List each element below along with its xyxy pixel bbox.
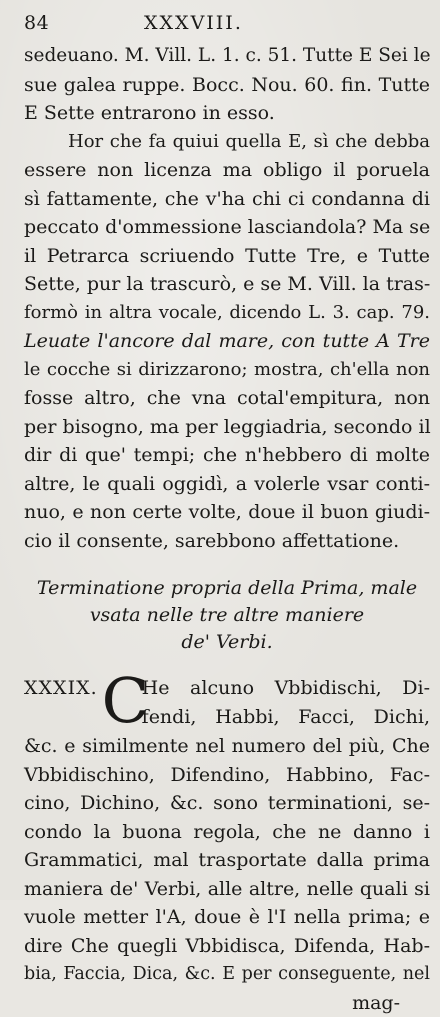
text-line: le cocche si dirizzarono; mostra, ch'ella non [24, 358, 430, 380]
section-label [24, 674, 98, 732]
text-line: vuole metter l'A, doue è l'I nella prima; e [24, 906, 430, 928]
page-header [24, 12, 430, 42]
text-line: condo la buona regola, che ne danno i [24, 820, 430, 843]
text-line: Vbbidischino, Difendino, Habbino, Fac- [24, 763, 430, 786]
text-line: Sette, pur la trascurò, e se M. Vill. la tras- [24, 273, 431, 295]
text-line: Leuate l'ancore dal mare, con tutte A Tre [24, 330, 430, 352]
text-line: sedeuano. M. Vill. L. 1. c. 51. Tutte E Sei le [24, 45, 431, 66]
text-line: peccato d'ommessione lasciandola? Ma se [24, 216, 431, 238]
section-opening-text [142, 674, 430, 731]
text-line: fosse altro, che vna cotal'empitura, non [24, 387, 430, 409]
page-number: 84 [24, 12, 50, 34]
text-line: nuo, e non certe volte, doue il buon giudi- [24, 501, 430, 523]
text-line: E Sette entrarono in esso. [24, 102, 275, 124]
body-paragraph [24, 42, 430, 555]
section-body [24, 664, 430, 1017]
text-line: il Petrarca scriuendo Tutte Tre, e Tutte [24, 244, 430, 267]
text-line: fendi, Habbi, Facci, Dichi, [141, 705, 430, 728]
section-title-line: de' Verbi. [181, 631, 273, 653]
text-line: maniera de' Verbi, alle altre, nelle quali si [24, 877, 430, 900]
text-line: bia, Faccia, Dica, &c. E per conseguente, nel [24, 964, 430, 984]
text-line: Hor che fa quiui quella E, sì che debba [68, 130, 430, 152]
section-title-line: vsata nelle tre altre maniere [89, 604, 365, 626]
section-opening [24, 664, 430, 737]
text-line: essere non licenza ma obligo il poruela [24, 159, 430, 181]
text-line: formò in altra vocale, dicendo L. 3. cap. 79. [24, 301, 430, 323]
section-number: XXXIX. [24, 677, 98, 699]
text-line: sue galea ruppe. Bocc. Nou. 60. fin. Tutte [24, 73, 430, 96]
text-line: per bisogno, ma per leggiadria, secondo il [24, 415, 431, 438]
section-title [24, 575, 430, 656]
text-line: cio il consente, sarebbono affettatione. [24, 529, 400, 552]
text-line: cino, Dichino, &c. sono terminationi, se- [24, 792, 430, 814]
drop-cap: C [101, 664, 150, 737]
text-line: dir di que' tempi; che n'hebbero di molte [24, 444, 430, 466]
text-line: Grammatici, mal trasportate dalla prima [24, 849, 430, 871]
text-line: sì fattamente, che v'ha chi ci condanna di [24, 187, 430, 210]
text-line: &c. e similmente nel numero del più, Che [24, 735, 430, 757]
text-line: altre, le quali oggidì, a volerle vsar conti- [24, 472, 430, 495]
catchword: mag- [352, 991, 400, 1014]
section-title-line: Terminatione propria della Prima, male [36, 577, 418, 599]
chapter-numeral: XXXVIII. [144, 12, 243, 34]
text-line: dire Che quegli Vbbidisca, Difenda, Hab- [24, 934, 430, 957]
text-line: He alcuno Vbbidischi, Di- [141, 677, 430, 699]
